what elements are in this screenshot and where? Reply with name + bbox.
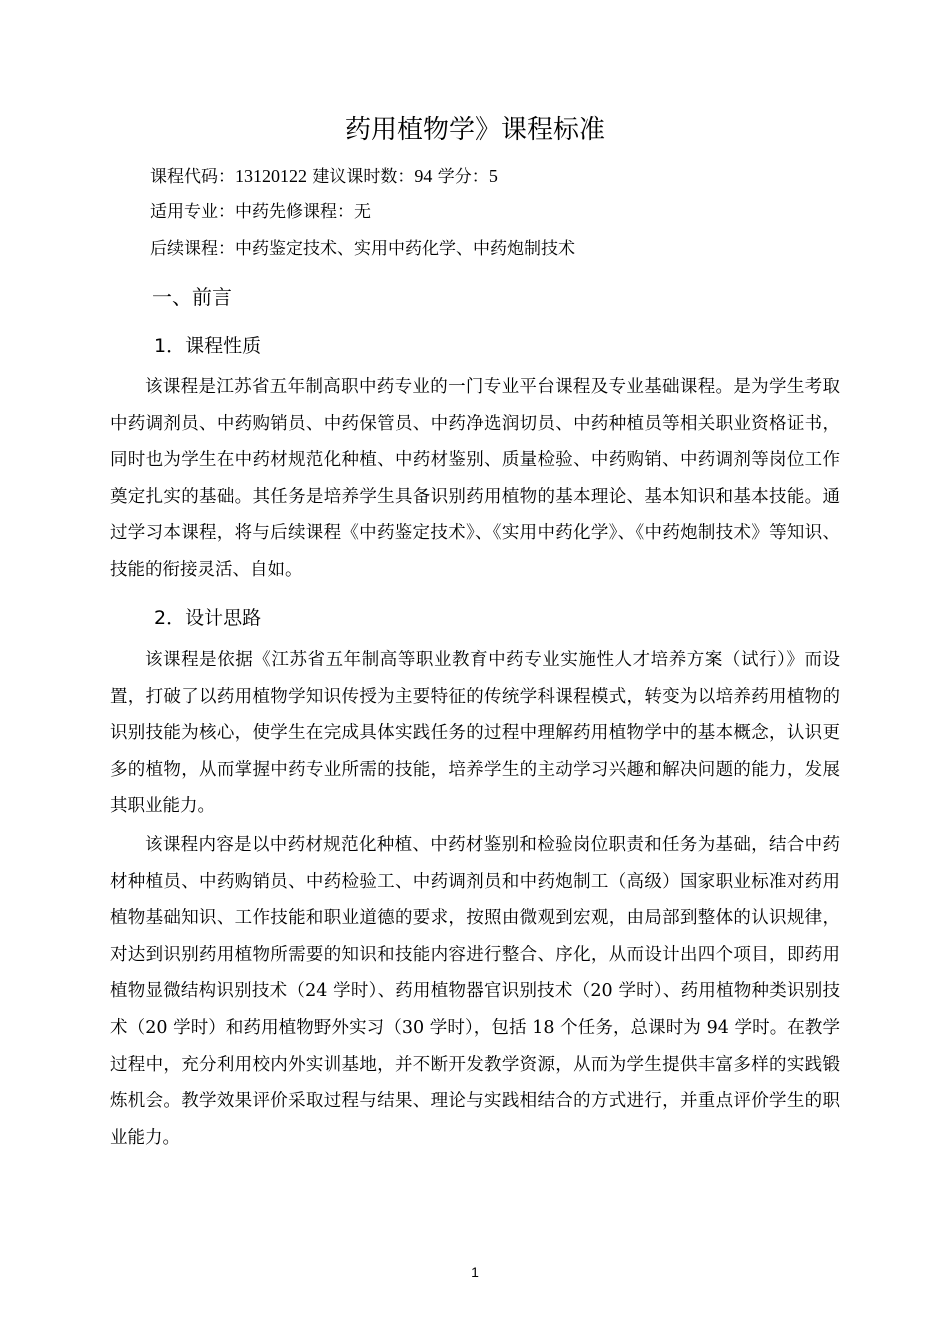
course-code-value: 13120122: [235, 166, 307, 186]
paragraph-design-ideas-1: 该课程是依据《江苏省五年制高等职业教育中药专业实施性人才培养方案（试行）》而设置，打破了以药用植物学知识传授为主要特征的传统学科课程模式，转变为以培养药用植物的识别技能为核心，使学生在完成具体实践任务的过程中理解药用植物学中的基本概念，认识更多的植物，从而掌握中药专业所需的技能，培养学生的主动学习兴趣和解决问题的能力，发展其职业能力。: [110, 650, 840, 817]
credit-value: 5: [488, 166, 498, 186]
course-info-line-2: 适用专业：中药先修课程：无: [150, 202, 371, 222]
suggested-hours-label: 建议课时数：: [307, 167, 415, 187]
course-info-line-3: 后续课程：中药鉴定技术、实用中药化学、中药炮制技术: [150, 239, 575, 259]
suggested-hours-value: 94: [414, 166, 433, 186]
page-number: 1: [471, 1264, 479, 1280]
course-info-line-1: [150, 162, 498, 191]
subsection-heading-course-nature: 1．课程性质: [154, 335, 262, 357]
document-title: 药用植物学》课程标准: [344, 115, 605, 145]
credit-label: 学分：: [432, 167, 489, 187]
section-heading-preface: 一、前言: [152, 285, 232, 309]
paragraph-design-ideas-2: 该课程内容是以中药材规范化种植、中药材鉴别和检验岗位职责和任务为基础，结合中药材种植员、中药购销员、中药检验工、中药调剂员和中药炮制工（高级）国家职业标准对药用植物基础知识、工作技能和职业道德的要求，按照由微观到宏观，由局部到整体的认识规律，对达到识别药用植物所需要的知识和技能内容进行整合、序化，从而设计出四个项目，即药用植物显微结构识别技术（24 学时）、药用植物器官识别技术（20 学时）、药用植物种类识别技术（20 学时）和药用植物野外实习（30 学时），包括 18 个任务，总课时为 94 学时。在教学过程中，充分利用校内外实训基地，并不断开发教学资源，从而为学生提供丰富多样的实践锻炼机会。教学效果评价采取过程与结果、理论与实践相结合的方式进行，并重点评价学生的职业能力。: [110, 835, 840, 1148]
course-code-label: 课程代码：: [150, 167, 235, 187]
paragraph-course-nature: 该课程是江苏省五年制高职中药专业的一门专业平台课程及专业基础课程。是为学生考取中药调剂员、中药购销员、中药保管员、中药净选润切员、中药种植员等相关职业资格证书，同时也为学生在中药材规范化种植、中药材鉴别、质量检验、中药购销、中药调剂等岗位工作奠定扎实的基础。其任务是培养学生具备识别药用植物的基本理论、基本知识和基本技能。通过学习本课程，将与后续课程《中药鉴定技术》、《实用中药化学》、《中药炮制技术》等知识、技能的衔接灵活、自如。: [110, 377, 840, 580]
subsection-heading-design-ideas: 2．设计思路: [154, 607, 262, 629]
